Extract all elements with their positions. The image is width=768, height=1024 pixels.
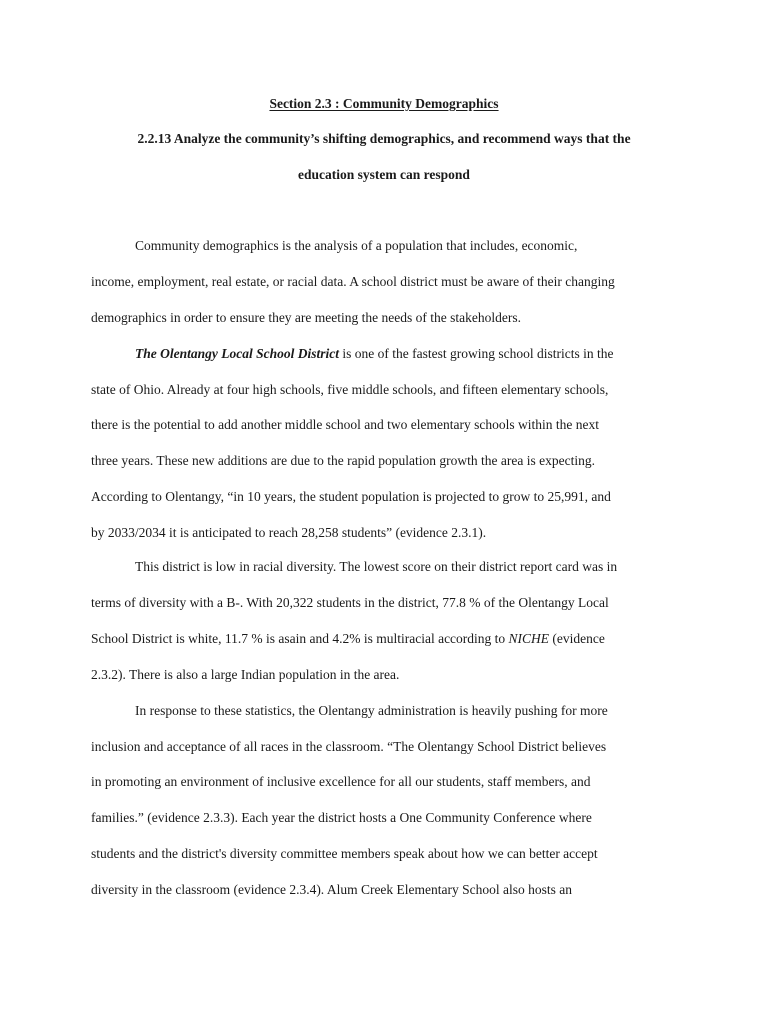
paragraph-1-line-2: income, employment, real estate, or racial data. A school district must be aware of their changing (91, 274, 615, 289)
paragraph-4-line-2: inclusion and acceptance of all races in the classroom. “The Olentangy School District believes (91, 739, 607, 754)
district-name: The Olentangy Local School District (135, 346, 339, 361)
paragraph-4-line-6: diversity in the classroom (evidence 2.3.4). Alum Creek Elementary School also hosts an (91, 882, 573, 897)
paragraph-3-line-3-pre: School District is white, 11.7 % is asain and 4.2% is multiracial according to (91, 631, 509, 646)
paragraph-2-line-1 (135, 345, 613, 363)
paragraph-3-line-4: 2.3.2). There is also a large Indian population in the area. (91, 667, 400, 682)
paragraph-1-line-1: Community demographics is the analysis of a population that includes, economic, (135, 238, 578, 253)
paragraph-4-line-1: In response to these statistics, the Olentangy administration is heavily pushing for more (135, 703, 608, 718)
paragraph-3-line-3-post: (evidence (549, 631, 605, 646)
paragraph-2-line-4: three years. These new additions are due to the rapid population growth the area is expecting. (91, 453, 595, 468)
paragraph-4-line-3: in promoting an environment of inclusive excellence for all our students, staff members, and (91, 774, 591, 789)
paragraph-3-line-2: terms of diversity with a B-. With 20,322 students in the district, 77.8 % of the Olentangy Local (91, 595, 609, 610)
paragraph-2-line-2: state of Ohio. Already at four high schools, five middle schools, and fifteen elementary schools, (91, 382, 609, 397)
paragraph-2-line-6: by 2033/2034 it is anticipated to reach 28,258 students” (evidence 2.3.1). (91, 525, 487, 540)
niche-source: NICHE (508, 631, 550, 646)
paragraph-2-line-3: there is the potential to add another middle school and two elementary schools within the next (91, 417, 599, 432)
paragraph-4-line-4: families.” (evidence 2.3.3). Each year the district hosts a One Community Conference where (91, 810, 592, 825)
paragraph-3-line-3 (91, 630, 605, 648)
section-title: Section 2.3 : Community Demographics (269, 96, 499, 111)
subheading-line-1: 2.2.13 Analyze the community’s shifting demographics, and recommend ways that the (137, 131, 631, 146)
paragraph-2-line-5: According to Olentangy, “in 10 years, the student population is projected to grow to 25,991, and (91, 489, 611, 504)
paragraph-3-line-1: This district is low in racial diversity. The lowest score on their district report card was in (135, 559, 618, 574)
paragraph-2-line-1-rest: is one of the fastest growing school districts in the (339, 346, 614, 361)
paragraph-1-line-3: demographics in order to ensure they are meeting the needs of the stakeholders. (91, 310, 521, 325)
paragraph-4-line-5: students and the district's diversity committee members speak about how we can better accept (91, 846, 598, 861)
subheading-line-2: education system can respond (298, 167, 470, 182)
